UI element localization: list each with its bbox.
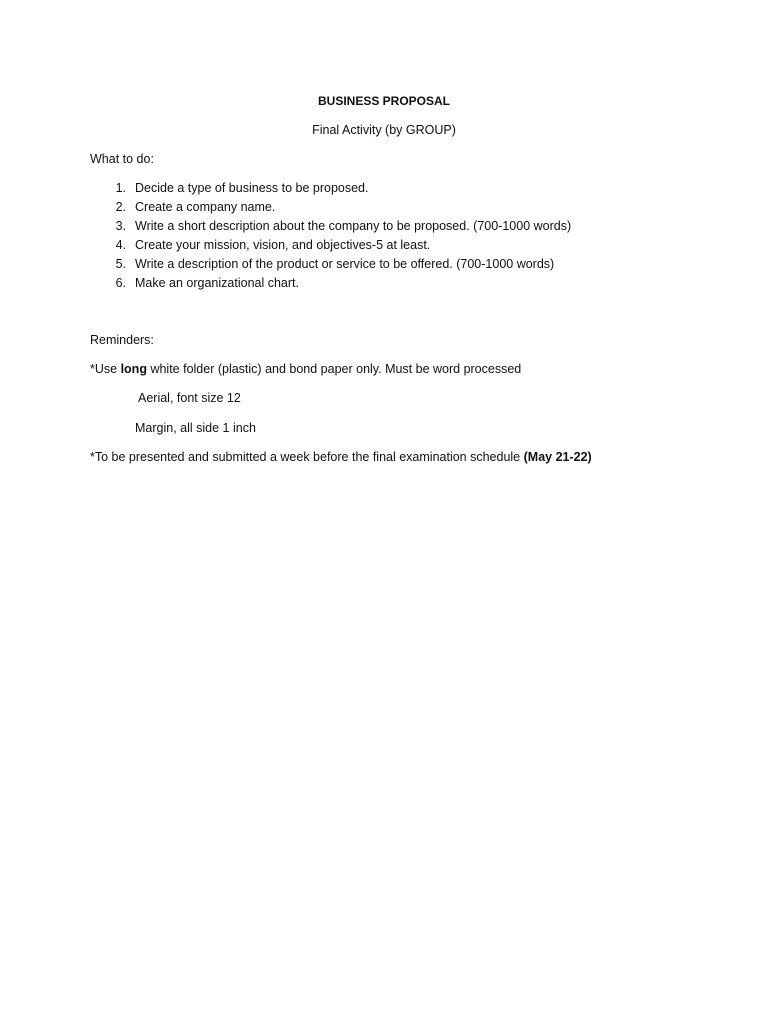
list-item-text: Create your mission, vision, and objectives-5 at least.: [135, 238, 431, 252]
reminder-submission-date: (May 21-22): [523, 450, 592, 464]
list-item-text: Create a company name.: [135, 200, 276, 214]
reminder-font: Aerial, font size 12: [138, 391, 241, 405]
reminder-submission-text: *To be presented and submitted a week before the final examination schedule: [90, 450, 524, 464]
list-item-number: 2.: [115, 200, 126, 214]
reminder-margin: Margin, all side 1 inch: [135, 421, 256, 435]
reminders-heading: Reminders:: [90, 333, 154, 347]
reminder-folder-emphasis: long: [120, 362, 147, 376]
list-item-number: 4.: [115, 238, 126, 252]
list-item-number: 1.: [115, 181, 126, 195]
document-title: BUSINESS PROPOSAL: [317, 94, 451, 108]
document-subtitle: Final Activity (by GROUP): [312, 123, 456, 137]
list-item-text: Decide a type of business to be proposed.: [135, 181, 369, 195]
reminder-folder: [90, 362, 521, 376]
list-item-number: 5.: [115, 257, 126, 271]
reminder-folder-suffix: white folder (plastic) and bond paper only. Must be word processed: [146, 362, 522, 376]
what-to-do-heading: What to do:: [90, 152, 154, 166]
list-item-text: Write a short description about the company to be proposed. (700-1000 words): [135, 219, 572, 233]
list-item-text: Write a description of the product or service to be offered. (700-1000 words): [135, 257, 555, 271]
reminder-folder-prefix: *Use: [90, 362, 121, 376]
list-item-text: Make an organizational chart.: [135, 276, 299, 290]
list-item-number: 3.: [115, 219, 126, 233]
reminder-submission: [90, 450, 592, 464]
list-item-number: 6.: [115, 276, 126, 290]
